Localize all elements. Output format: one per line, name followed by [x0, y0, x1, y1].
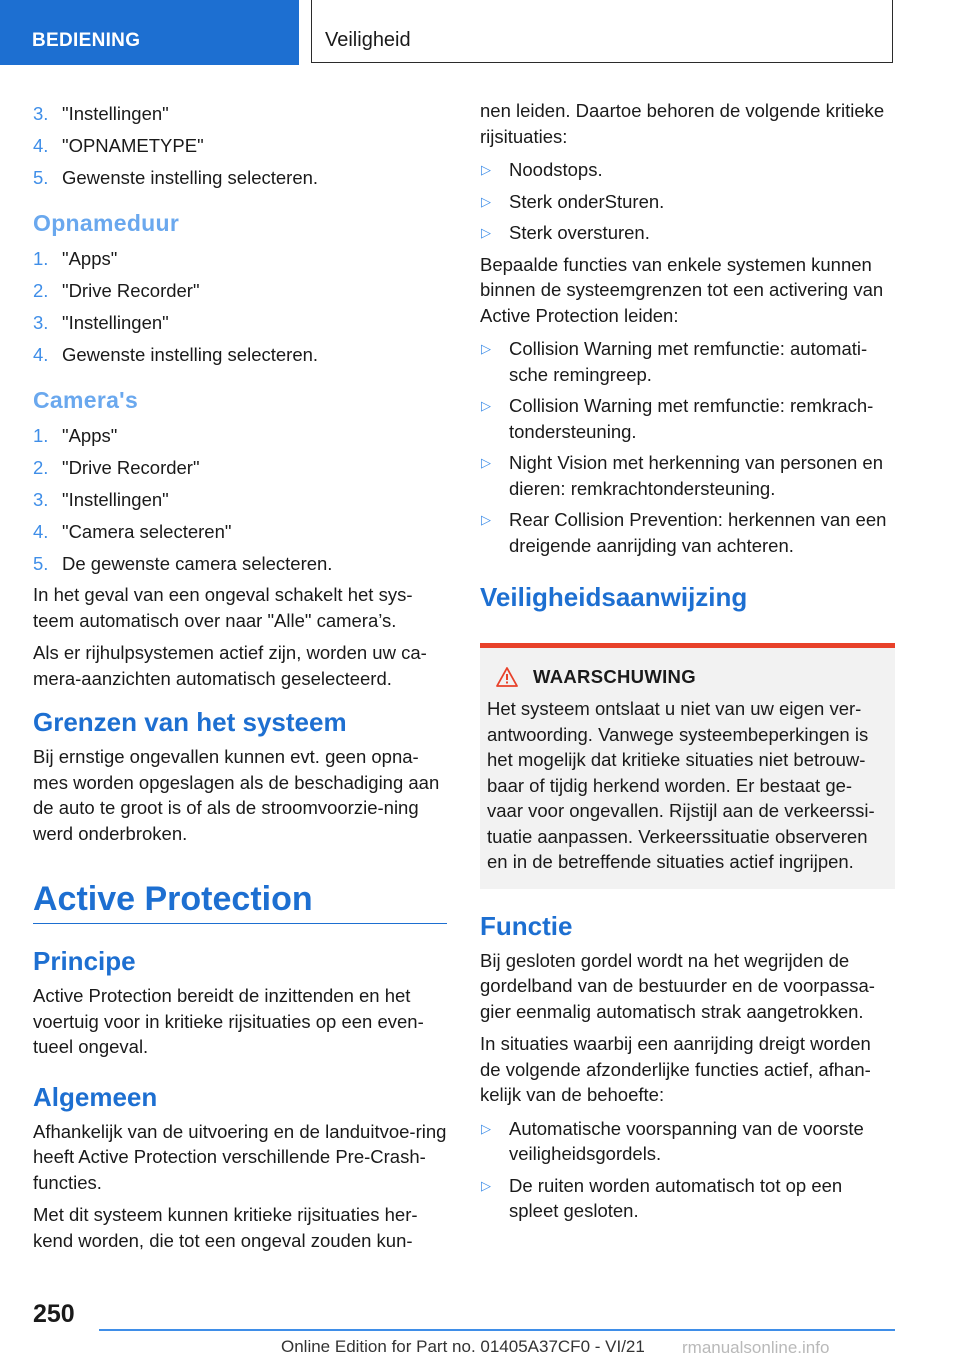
step-text: "Drive Recorder": [62, 457, 200, 478]
heading-algemeen: Algemeen: [33, 1081, 158, 1112]
footer-divider: [99, 1329, 895, 1331]
list-item: [480, 1173, 895, 1224]
heading-veiligheidsaanwijzing: Veiligheidsaanwijzing: [480, 582, 748, 612]
step-text: "Apps": [62, 425, 118, 446]
step-text: Gewenste instelling selecteren.: [62, 344, 319, 365]
list-item: [33, 339, 447, 371]
bullet-list-2: [480, 336, 895, 558]
list-item: [480, 450, 895, 501]
step-text: De gewenste camera selecteren.: [62, 553, 333, 574]
list-item: [480, 507, 895, 558]
triangle-right-icon: ▷: [481, 162, 491, 177]
list-item: [33, 516, 447, 548]
list-item: [480, 1116, 895, 1167]
step-number: 3.: [33, 489, 49, 510]
warning-box: [480, 643, 895, 889]
bullet-text: Collision Warning met remfunctie: remkrach-tondersteuning.: [509, 395, 874, 442]
step-text: "Instellingen": [62, 489, 169, 510]
list-item: [33, 307, 447, 339]
heading-grenzen: Grenzen van het systeem: [33, 707, 347, 737]
step-number: 3.: [33, 103, 49, 124]
step-number: 4.: [33, 521, 49, 542]
triangle-right-icon: ▷: [481, 1120, 491, 1136]
section-label: BEDIENING: [32, 30, 141, 51]
footer-edition: Online Edition for Part no. 01405A37CF0 - VI/21: [281, 1337, 645, 1356]
triangle-right-icon: ▷: [481, 341, 491, 356]
list-item: [480, 336, 895, 387]
bullet-text: Night Vision met herkenning van personen en dieren: remkrachtondersteuning.: [509, 452, 884, 499]
bullet-text: De ruiten worden automatisch tot op een spleet gesloten.: [509, 1174, 843, 1221]
paragraph: Als er rijhulpsystemen actief zijn, worden uw ca-mera-aanzichten automatisch geselecteerd.: [33, 642, 427, 689]
triangle-right-icon: ▷: [481, 455, 491, 470]
step-number: 1.: [33, 248, 49, 269]
warning-title: [487, 666, 888, 688]
heading-principe: Principe: [33, 946, 136, 976]
list-item: [33, 484, 447, 516]
triangle-right-icon: ▷: [481, 193, 491, 209]
step-number: 4.: [33, 344, 49, 365]
paragraph: Bij ernstige ongevallen kunnen evt. geen opna-mes worden opgeslagen als de beschadiging aan de auto te groot is of als de stroomvoorzie-ning werd onderbroken.: [33, 746, 440, 844]
step-number: 2.: [33, 457, 49, 478]
step-number: 2.: [33, 280, 49, 301]
step-text: Gewenste instelling selecteren.: [62, 167, 319, 188]
watermark: rmanualsonline.info: [682, 1338, 830, 1357]
heading-opnameduur: Opnameduur: [33, 210, 180, 236]
step-number: 4.: [33, 135, 49, 156]
step-text: "Instellingen": [62, 312, 169, 333]
heading-active-protection: Active Protection: [33, 880, 447, 924]
list-item: [33, 275, 447, 307]
list-item: [33, 452, 447, 484]
bullet-list-1: [480, 157, 895, 246]
bullet-text: Noodstops.: [509, 159, 603, 180]
step-number: 1.: [33, 425, 49, 446]
paragraph: nen leiden. Daartoe behoren de volgende kritieke rijsituaties:: [480, 100, 885, 147]
step-text: "Apps": [62, 248, 118, 269]
step-text: "OPNAMETYPE": [62, 135, 204, 156]
left-column: [33, 98, 447, 1260]
paragraph: In situaties waarbij een aanrijding dreigt worden de volgende afzonderlijke functies actief, afhan-kelijk van de behoefte:: [480, 1033, 871, 1105]
list-item: [480, 189, 895, 215]
warning-title-text: WAARSCHUWING: [533, 666, 696, 687]
step-number: 5.: [33, 167, 49, 188]
list-item: [33, 162, 447, 194]
list-item: [480, 157, 895, 183]
section-tab: [0, 0, 299, 65]
bullet-text: Automatische voorspanning van de voorste veiligheidsgordels.: [509, 1117, 864, 1164]
paragraph: Met dit systeem kunnen kritieke rijsituaties her-kend worden, die tot een ongeval zouden kun-: [33, 1204, 418, 1251]
list-item: [33, 130, 447, 162]
warning-triangle-icon: [496, 667, 518, 687]
chapter-label: Veiligheid: [325, 29, 411, 51]
page-number: 250: [33, 1300, 75, 1328]
heading-cameras: Camera's: [33, 387, 139, 413]
triangle-right-icon: ▷: [481, 512, 491, 527]
list-item: [33, 420, 447, 452]
triangle-right-icon: ▷: [481, 225, 491, 240]
bullet-list-3: [480, 1116, 895, 1224]
step-text: "Drive Recorder": [62, 280, 200, 301]
right-column: [480, 98, 895, 1230]
list-item: [480, 220, 895, 246]
step-text: "Camera selecteren": [62, 521, 232, 542]
list-item: [33, 98, 447, 130]
heading-functie: Functie: [480, 910, 573, 941]
triangle-right-icon: ▷: [481, 398, 491, 413]
warning-text: Het systeem ontslaat u niet van uw eigen ver-antwoording. Vanwege systeembeperkingen is het mogelijk dat kritieke situaties niet betrouw-baar of tijdig herkend worden. Er bestaat ge-vaar voor ongevallen. Rijstijl aan de verkeerssi-tuatie aanpassen. Verkeerssituatie observeren en in de betreffende situaties actief ingrijpen.: [487, 698, 875, 872]
bullet-text: Collision Warning met remfunctie: automati-sche remingreep.: [509, 338, 868, 385]
paragraph: Bij gesloten gordel wordt na het wegrijden de gordelband van de bestuurder en de voorpassa-gier eenmalig automatisch strak aangetrokken.: [480, 949, 875, 1022]
chapter-header: [311, 0, 893, 63]
paragraph: Afhankelijk van de uitvoering en de landuitvoe-ring heeft Active Protection verschillende Pre-Crash-functies.: [33, 1120, 447, 1193]
list-item: [33, 243, 447, 275]
triangle-right-icon: ▷: [481, 1177, 491, 1193]
bullet-text: Sterk oversturen.: [509, 222, 650, 243]
steps-list-3: [33, 420, 447, 580]
steps-list-1: [33, 98, 447, 194]
step-text: "Instellingen": [62, 103, 169, 124]
paragraph: In het geval van een ongeval schakelt het sys-teem automatisch over naar "Alle" camera’s.: [33, 584, 413, 631]
step-number: 3.: [33, 312, 49, 333]
paragraph: Bepaalde functies van enkele systemen kunnen binnen de systeemgrenzen tot een activering van Active Protection leiden:: [480, 253, 884, 326]
list-item: [33, 548, 447, 580]
step-number: 5.: [33, 553, 49, 574]
list-item: [480, 393, 895, 444]
steps-list-2: [33, 243, 447, 371]
paragraph: Active Protection bereidt de inzittenden en het voertuig voor in kritieke rijsituaties op een even-tueel ongeval.: [33, 985, 424, 1057]
bullet-text: Sterk onderSturen.: [509, 190, 665, 212]
bullet-text: Rear Collision Prevention: herkennen van een dreigende aanrijding van achteren.: [509, 509, 887, 556]
